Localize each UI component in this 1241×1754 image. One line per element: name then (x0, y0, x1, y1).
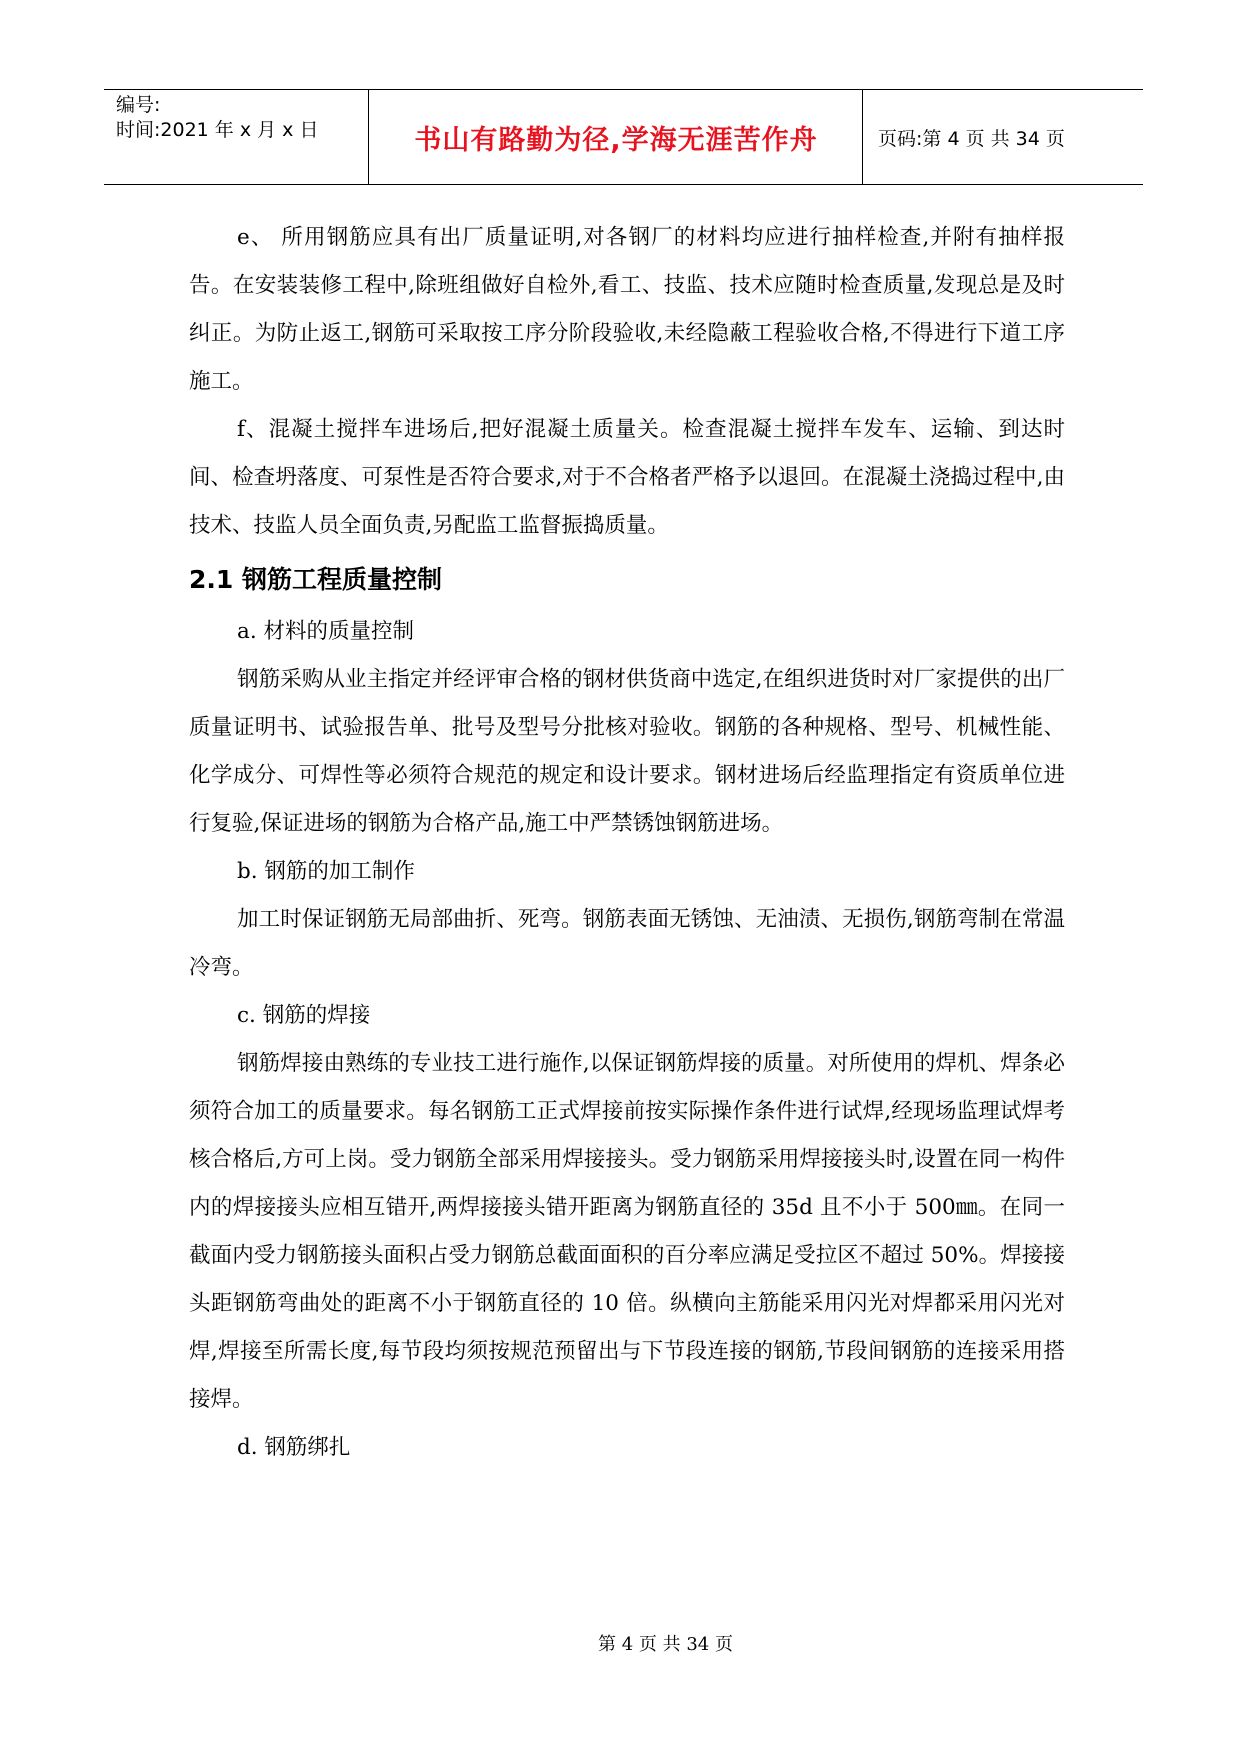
document-number-label: 编号: (116, 94, 161, 116)
subsection-text-b: 加工时保证钢筋无局部曲折、死弯。钢筋表面无锈蚀、无油渍、无损伤,钢筋弯制在常温冷弯。 (189, 907, 1065, 980)
subsection-text-a: 钢筋采购从业主指定并经评审合格的钢材供货商中选定,在组织进货时对厂家提供的出厂质量证明书、试验报告单、批号及型号分批核对验收。钢筋的各种规格、型号、机械性能、化学成分、可焊性等必须符合规范的规定和设计要求。钢材进场后经监理指定有资质单位进行复验,保证进场的钢筋为合格产品,施工中严禁锈蚀钢筋进场。 (189, 667, 1065, 836)
subsection-text-c: 钢筋焊接由熟练的专业技工进行施作,以保证钢筋焊接的质量。对所使用的焊机、焊条必须符合加工的质量要求。每名钢筋工正式焊接前按实际操作条件进行试焊,经现场监理试焊考核合格后,方可上岗。受力钢筋全部采用焊接接头。受力钢筋采用焊接接头时,设置在同一构件内的焊接接头应相互错开,两焊接接头错开距离为钢筋直径的 35d 且不小于 500㎜。在同一截面内受力钢筋接头面积占受力钢筋总截面面积的百分率应满足受拉区不超过 50%。焊接接头距钢筋弯曲处的距离不小于钢筋直径的 10 倍。纵横向主筋能采用闪光对焊都采用闪光对焊,焊接至所需长度,每节段均须按规范预留出与下节段连接的钢筋,节段间钢筋的连接采用搭接焊。 (189, 1051, 1065, 1412)
header-page-info: 页码:第 4 页 共 34 页 (878, 127, 1065, 150)
subsection-title-a: a. 材料的质量控制 (237, 619, 414, 644)
page-header (104, 89, 1143, 185)
paragraph-e: e、 所用钢筋应具有出厂质量证明,对各钢厂的材料均应进行抽样检查,并附有抽样报告。在安装装修工程中,除班组做好自检外,看工、技监、技术应随时检查质量,发现总是及时纠正。为防止返工,钢筋可采取按工序分阶段验收,未经隐蔽工程验收合格,不得进行下道工序施工。 (189, 225, 1065, 394)
document-time-label: 时间:2021 年 x 月 x 日 (116, 119, 319, 141)
section-heading: 2.1 钢筋工程质量控制 (189, 565, 442, 594)
header-motto: 书山有路勤为径,学海无涯苦作舟 (414, 124, 818, 156)
header-motto-cell (370, 90, 863, 184)
subsection-title-c: c. 钢筋的焊接 (237, 1003, 371, 1028)
page-footer: 第 4 页 共 34 页 (598, 1634, 733, 1655)
header-page-cell (864, 90, 1143, 184)
subsection-title-d: d. 钢筋绑扎 (237, 1435, 351, 1460)
paragraph-f: f、混凝土搅拌车进场后,把好混凝土质量关。检查混凝土搅拌车发车、运输、到达时间、检查坍落度、可泵性是否符合要求,对于不合格者严格予以退回。在混凝土浇捣过程中,由技术、技监人员全面负责,另配监工监督振捣质量。 (189, 417, 1065, 538)
header-meta-cell (104, 90, 369, 184)
document-body (189, 214, 1065, 1472)
subsection-title-b: b. 钢筋的加工制作 (237, 859, 415, 884)
